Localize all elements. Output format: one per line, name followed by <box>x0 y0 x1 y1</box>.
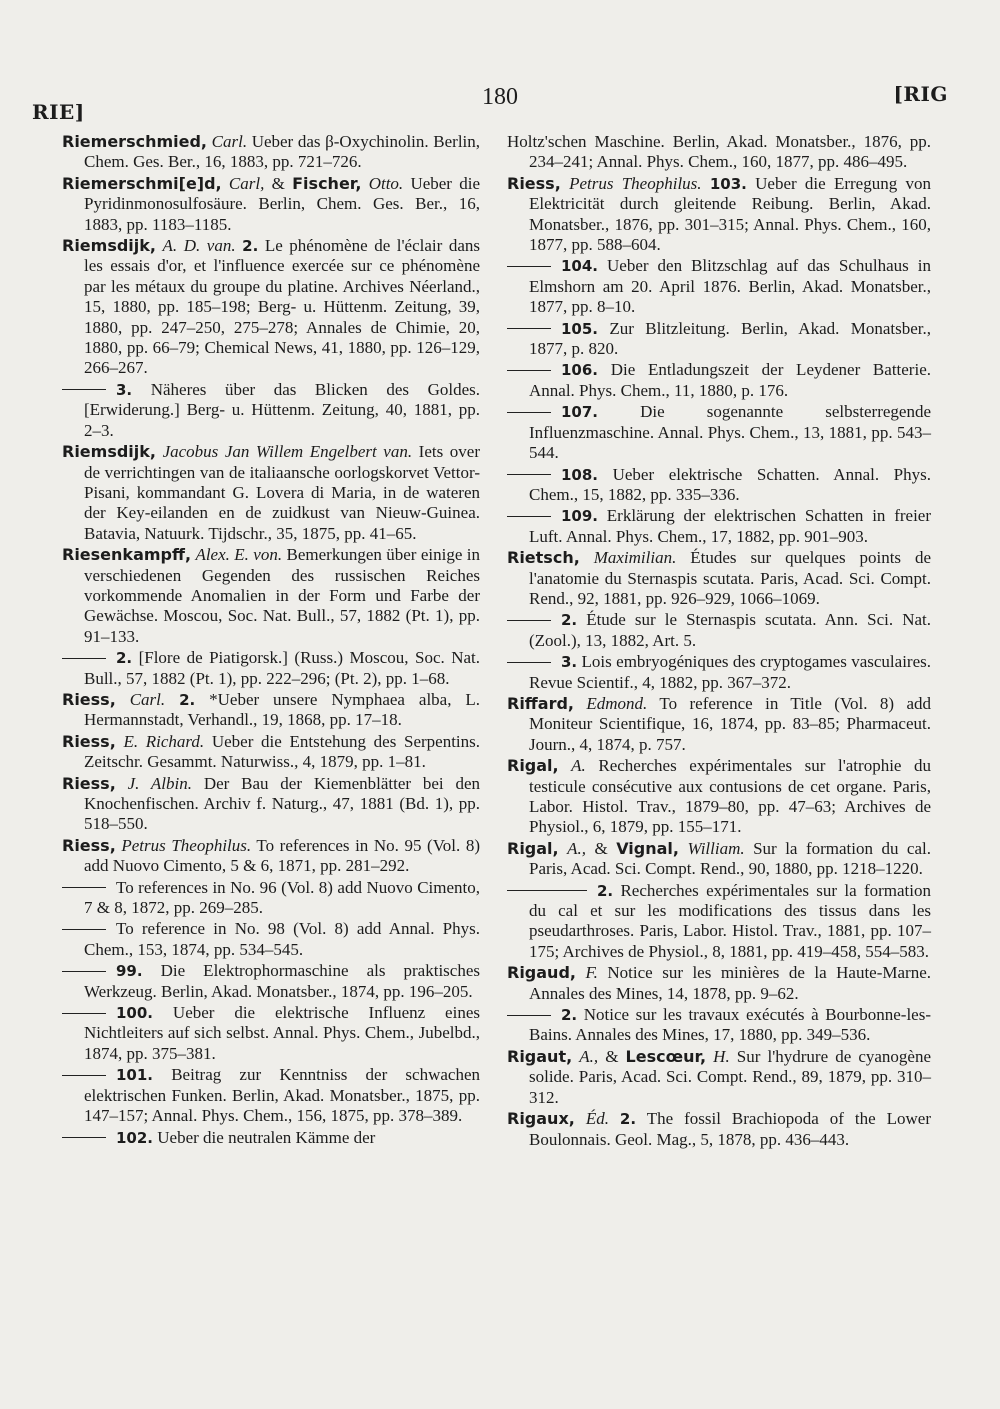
entry-text: Erklärung der elektrischen Schatten in freier Luft. Annal. Phys. Chem., 17, 1882, pp. 901–903. <box>529 506 931 546</box>
author-name: Riess, <box>62 731 116 751</box>
ditto-dash <box>507 474 551 475</box>
entry-text: Ueber die elektrische Influenz eines Nichtleiters auf sich selbst. Annal. Phys. Chem., Jubelbd., 1874, pp. 375–381. <box>84 1003 480 1063</box>
entry-text: Holtz'schen Maschine. Berlin, Akad. Monatsber., 1876, pp. 234–241; Annal. Phys. Chem., 160, 1877, pp. 486–495. <box>507 132 931 172</box>
ditto-dash <box>507 662 551 663</box>
entry-text: To reference in No. 98 (Vol. 8) add Annal. Phys. Chem., 153, 1874, pp. 534–545. <box>84 919 480 959</box>
author-given-name: Maximilian. <box>593 548 677 568</box>
entry-text: Notice sur les travaux exécutés à Bourbonne-les-Bains. Annales des Mines, 17, 1880, pp. 349–536. <box>529 1005 931 1045</box>
bibliography-entry <box>62 1065 480 1126</box>
ditto-dash <box>62 971 106 972</box>
ditto-dash <box>62 658 106 659</box>
entry-text: To reference in Title (Vol. 8) add Moniteur Scientifique, 16, 1874, pp. 83–85; Pharmaceut. Journ., 4, 1874, p. 757. <box>529 693 932 754</box>
author-name: Riffard, <box>507 693 574 713</box>
entry-text: Ueber das β-Oxychinolin. Berlin, Chem. Ges. Ber., 16, 1883, pp. 721–726. <box>84 132 481 172</box>
bibliography-entry <box>507 506 931 547</box>
author-given-name: A. D. van. <box>162 236 236 256</box>
entry-number: 2. <box>597 881 614 900</box>
ditto-dash <box>62 887 106 888</box>
author-given-name: Carl. <box>211 132 248 151</box>
bibliography-entry <box>507 465 931 506</box>
author-name: Rigaux, <box>507 1109 575 1129</box>
entry-text: Le phénomène de l'éclair dans les essais d'or, et l'influence exercée sur ce phénomène par les métaux du groupe du platine. Archives Néerland., 15, 1880, pp. 185–198; Berg- u. Hüttenm. Zeitung, 39, 1880, pp. 247–250, 275–278; Annales de Chimie, 20, 1880, pp. 66–79; Chemical News, 41, 1880, pp. 126–129, 266–267. <box>84 236 481 378</box>
author-joiner: & <box>598 1046 626 1066</box>
ditto-dash <box>62 1013 106 1014</box>
entry-number: 105. <box>561 319 599 338</box>
entry-text: To references in No. 96 (Vol. 8) add Nuovo Cimento, 7 & 8, 1872, pp. 269–285. <box>84 877 480 918</box>
entry-text: Ueber die Pyridinmonosulfosäure. Berlin, Chem. Ges. Ber., 16, 1883, pp. 1183–1185. <box>84 173 481 234</box>
entry-number: 2. <box>116 649 133 668</box>
header-right-range: [RIG <box>893 82 948 106</box>
bibliography-entry <box>507 1047 931 1108</box>
bibliography-entry <box>507 694 931 755</box>
entry-text: To references in No. 95 (Vol. 8) add Nuovo Cimento, 5 & 6, 1871, pp. 281–292. <box>84 835 480 876</box>
entry-text: Ueber die neutralen Kämme der <box>153 1127 376 1147</box>
coauthor-name: Fischer, <box>292 173 362 193</box>
bibliography-entry <box>62 380 480 441</box>
entry-number: 99. <box>116 962 143 981</box>
entry-number: 107. <box>561 403 599 422</box>
bibliography-entry <box>62 648 480 689</box>
coauthor-name: Vignal, <box>616 838 679 858</box>
bibliography-entry <box>62 774 480 835</box>
author-name: Riemerschmied, <box>62 132 208 151</box>
entry-text: Étude sur le Sternaspis scutata. Ann. Sci. Nat. (Zool.), 13, 1882, Art. 5. <box>529 610 931 650</box>
entry-text: Die sogenannte selbsterregende Influenzmaschine. Annal. Phys. Chem., 13, 1881, pp. 543–544. <box>529 402 931 463</box>
author-name: Riemsdijk, <box>62 236 156 256</box>
bibliography-entry <box>507 652 931 693</box>
right-column <box>507 132 931 1151</box>
author-name: Riess, <box>62 835 116 855</box>
bibliography-entry <box>62 961 480 1002</box>
ditto-dash <box>62 929 106 930</box>
entry-text: Études sur quelques points de l'anatomie du Sternaspis scutata. Paris, Acad. Sci. Compt. Rend., 92, 1881, pp. 926–929, 1066–1069. <box>529 548 931 608</box>
entry-text: Beitrag zur Kenntniss der schwachen elektrischen Funken. Berlin, Akad. Monatsber., 1875, pp. 147–157; Annal. Phys. Chem., 156, 1875, pp. 378–389. <box>84 1065 480 1126</box>
coauthor-given-name: William. <box>687 838 745 858</box>
author-name: Rigaud, <box>507 963 576 983</box>
entry-text: Die Elektrophormaschine als praktisches Werkzeug. Berlin, Akad. Monatsber., 1874, pp. 196–205. <box>84 961 480 1001</box>
coauthor-given-name: H. <box>713 1046 730 1066</box>
author-name: Riemerschmi[e]d, <box>62 173 222 193</box>
ditto-dash <box>507 266 551 267</box>
author-joiner: & <box>264 173 293 193</box>
entry-text: Die Entladungszeit der Leydener Batterie. Annal. Phys. Chem., 11, 1880, p. 176. <box>529 360 931 400</box>
bibliography-entry <box>62 732 480 773</box>
bibliography-entry <box>507 256 931 317</box>
author-given-name: Petrus Theophilus. <box>121 835 252 855</box>
author-given-name: E. Richard. <box>123 731 205 751</box>
entry-number: 102. <box>116 1128 154 1147</box>
author-name: Rigaut, <box>507 1046 573 1066</box>
ditto-dash <box>507 370 551 371</box>
entry-number: 100. <box>116 1004 154 1023</box>
author-given-name: Éd. <box>585 1109 609 1129</box>
bibliography-entry <box>62 132 480 173</box>
ditto-dash <box>507 516 551 517</box>
bibliography-entry <box>507 319 931 360</box>
entry-number: 101. <box>116 1066 154 1085</box>
author-name: Rigal, <box>507 838 559 858</box>
entry-text: Der Bau der Kiemenblätter bei den Knochenfischen. Archiv f. Naturg., 47, 1881 (Bd. 1), pp. 518–550. <box>84 773 481 834</box>
author-given-name: A. <box>571 756 586 776</box>
bibliography-entry <box>507 610 931 651</box>
entry-number: 104. <box>561 257 599 276</box>
bibliography-entry <box>507 548 931 609</box>
bibliography-entry <box>507 963 931 1004</box>
entry-text: Ueber den Blitzschlag auf das Schulhaus in Elmshorn am 20. April 1876. Berlin, Akad. Monatsber., 1877, pp. 8–10. <box>529 256 931 317</box>
author-name: Riess, <box>62 773 116 793</box>
entry-number: 109. <box>561 507 599 526</box>
coauthor-name: Lescœur, <box>625 1046 707 1066</box>
bibliography-entry <box>62 1003 480 1064</box>
entry-text: Notice sur les minières de la Haute-Marne. Annales des Mines, 14, 1878, pp. 9–62. <box>529 963 931 1003</box>
entry-number: 106. <box>561 361 599 380</box>
header-left-range: RIE] <box>32 100 85 124</box>
bibliography-entry <box>507 174 931 256</box>
entry-text: Recherches expérimentales sur la formation du cal et sur les modifications des tissus dans les pseudarthroses. Paris, Labor. Histol. Trav., 1881, pp. 107–175; Archives de Physiol., 8, 1881, pp. 419–458, 554–583. <box>529 880 931 961</box>
bibliography-entry <box>62 836 480 877</box>
bibliography-entry <box>507 881 931 963</box>
bibliography-entry <box>62 878 480 919</box>
author-given-name: Petrus Theophilus. <box>569 173 702 193</box>
author-given-name: Edmond. <box>586 693 648 713</box>
entry-text: Bemerkungen über einige in verschiedenen Gegenden des russischen Reiches vorkommende Anomalien in der Form und Farbe der Gewächse. Moscou, Soc. Nat. Bull., 57, 1882 (Pt. 1), pp. 91–133. <box>84 545 481 646</box>
author-given-name: Carl, <box>228 173 265 193</box>
author-given-name: Jacobus Jan Willem Engelbert van. <box>162 442 413 462</box>
author-name: Rigal, <box>507 756 559 776</box>
ditto-dash <box>507 890 587 891</box>
entry-number: 2. <box>242 237 259 256</box>
author-joiner: & <box>586 838 617 858</box>
entry-text: Näheres über das Blicken des Goldes. [Erwiderung.] Berg- u. Hüttenm. Zeitung, 40, 1881, pp. 2–3. <box>84 379 480 440</box>
entry-text: Ueber die Entstehung des Serpentins. Zeitschr. Gesammt. Naturwiss., 4, 1879, pp. 1–81. <box>84 731 481 772</box>
author-name: Rietsch, <box>507 548 580 568</box>
author-name: Riess, <box>62 689 116 709</box>
entry-number: 2. <box>561 611 578 630</box>
bibliography-entry <box>62 174 480 235</box>
entry-text: Sur l'hydrure de cyanogène solide. Paris, Acad. Sci. Compt. Rend., 89, 1879, pp. 310–312. <box>529 1046 931 1107</box>
author-given-name: F. <box>585 963 598 983</box>
bibliography-entry <box>507 1109 931 1150</box>
bibliography-entry <box>507 839 931 880</box>
entry-text: Recherches expérimentales sur l'atrophie du testicule consécutive aux contusions de cet organe. Paris, Labor. Histol. Trav., 1879–80, pp. 47–63; Archives de Physiol., 6, 1879, pp. 155–171. <box>529 756 931 837</box>
entry-text: *Ueber unsere Nymphaea alba, L. Hermannstadt, Verhandl., 19, 1868, pp. 17–18. <box>84 689 481 730</box>
entry-text: Zur Blitzleitung. Berlin, Akad. Monatsber., 1877, p. 820. <box>529 318 931 359</box>
page-header <box>0 82 1000 122</box>
ditto-dash <box>507 620 551 621</box>
page-number: 180 <box>482 84 518 110</box>
bibliography-entry <box>507 756 931 838</box>
author-name: Riess, <box>507 173 561 193</box>
bibliography-entry <box>62 919 480 960</box>
bibliography-entry <box>62 236 480 379</box>
entry-text: Lois embryogéniques des cryptogames vasculaires. Revue Scientif., 4, 1882, pp. 367–372. <box>529 652 931 692</box>
entry-text: The fossil Brachiopoda of the Lower Boulonnais. Geol. Mag., 5, 1878, pp. 436–443. <box>529 1109 931 1149</box>
author-given-name: Alex. E. von. <box>195 545 283 565</box>
entry-text: Sur la formation du cal. Paris, Acad. Sci. Compt. Rend., 90, 1880, pp. 1218–1220. <box>529 838 931 879</box>
bibliography-entry <box>507 132 931 173</box>
author-given-name: Carl. <box>129 689 166 709</box>
coauthor-given-name: Otto. <box>368 173 404 193</box>
bibliography-entry <box>62 442 480 544</box>
entry-text: [Flore de Piatigorsk.] (Russ.) Moscou, Soc. Nat. Bull., 57, 1882 (Pt. 1), pp. 222–296; (Pt. 2), pp. 1–68. <box>84 648 480 688</box>
ditto-dash <box>62 1137 106 1138</box>
entry-number: 3. <box>561 653 578 672</box>
entry-number: 2. <box>179 690 196 709</box>
entry-number: 2. <box>619 1110 637 1129</box>
bibliography-entry <box>62 545 480 647</box>
entry-number: 2. <box>561 1006 578 1025</box>
entry-number: 103. <box>709 174 747 193</box>
author-given-name: A., <box>567 838 586 858</box>
author-given-name: J. Albin. <box>127 773 192 793</box>
ditto-dash <box>62 389 106 390</box>
bibliography-entry <box>507 360 931 401</box>
entry-text: Ueber die Erregung von Elektricität durch gleitende Reibung. Berlin, Akad. Monatsber., 1876, pp. 301–315; Annal. Phys. Chem., 160, 1877, pp. 588–604. <box>529 173 932 255</box>
entry-text: Iets over de verrichtingen van de italiaansche oorlogskorvet Vettor-Pisani, kommandant G. Lovera di Maria, in de wateren der Key-eilanden en de zuidkust van Nieuw-Guinea. Batavia, Natuurk. Tijdschr., 35, 1875, pp. 41–65. <box>84 442 480 543</box>
ditto-dash <box>507 412 551 413</box>
bibliography-entry <box>62 690 480 731</box>
author-name: Riemsdijk, <box>62 442 156 462</box>
ditto-dash <box>507 1015 551 1016</box>
left-column <box>62 132 480 1149</box>
bibliography-entry <box>507 402 931 463</box>
entry-number: 108. <box>561 465 599 484</box>
author-name: Riesenkampff, <box>62 545 192 565</box>
entry-number: 3. <box>116 380 133 399</box>
author-given-name: A., <box>579 1046 599 1066</box>
ditto-dash <box>62 1075 106 1076</box>
bibliography-entry <box>62 1128 480 1148</box>
bibliography-entry <box>507 1005 931 1046</box>
entry-text: Ueber elektrische Schatten. Annal. Phys. Chem., 15, 1882, pp. 335–336. <box>529 464 931 504</box>
ditto-dash <box>507 328 551 329</box>
